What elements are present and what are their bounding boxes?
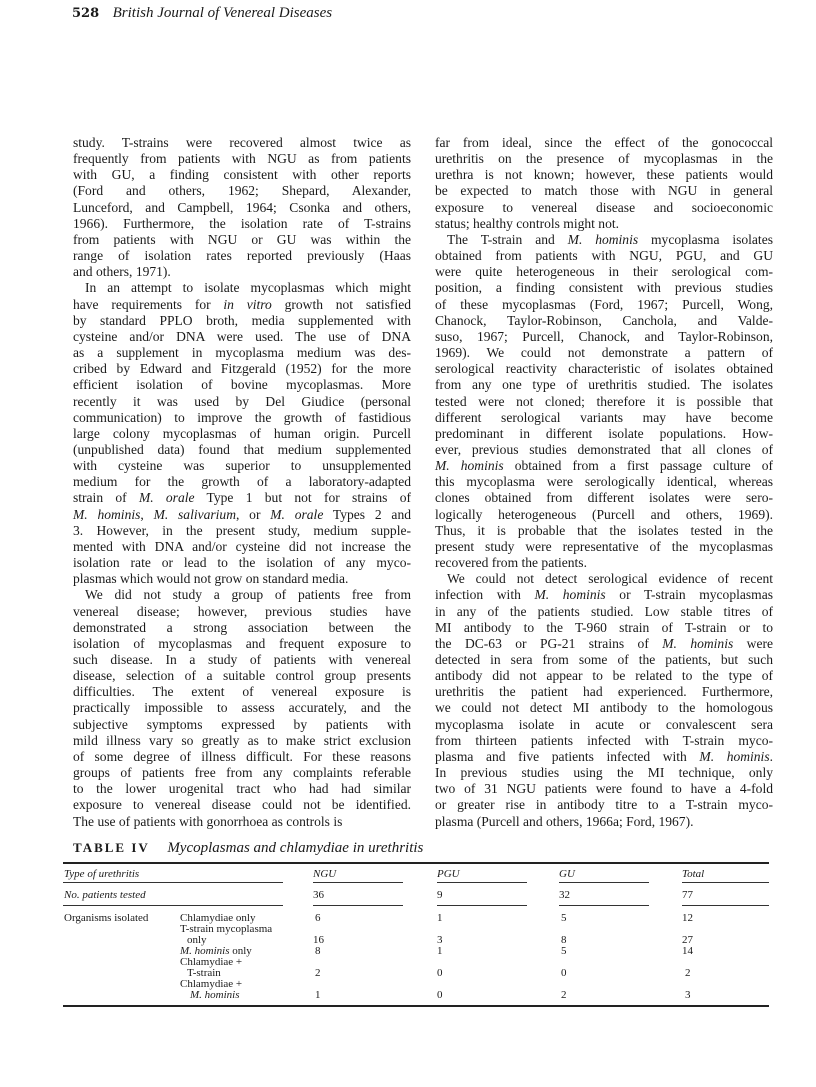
table-caption — [73, 840, 423, 857]
text-line: mild illness vary so greatly as to make strict exclusion — [73, 732, 411, 748]
table-top-rule — [63, 862, 769, 864]
text-line: logically heterogeneous (Purcell and others, 1969). — [435, 506, 773, 522]
text-line: communication) to improve the growth of fastidious — [73, 409, 411, 425]
text-line: In previous studies using the MI technique, only — [435, 765, 773, 781]
header-ngu: NGU — [313, 868, 337, 880]
text-line: far from ideal, since the effect of the gonococcal — [435, 135, 773, 150]
right-column — [435, 135, 773, 830]
text-line: plasma (Purcell and others, 1966a; Ford, 1967). — [435, 813, 694, 829]
text-line: infection with M. hominis or T-strain mycoplasmas — [435, 587, 773, 603]
row-pgu: 1 — [437, 945, 443, 957]
header-gu: GU — [559, 868, 575, 880]
table-title: Mycoplasmas and chlamydiae in urethritis — [167, 840, 424, 856]
text-line: obtained from patients with NGU, PGU, and GU — [435, 248, 773, 264]
row-gu: 8 — [561, 934, 567, 946]
row-ngu: 1 — [315, 989, 321, 1001]
text-line: of some degree of illness difficult. For these reasons — [73, 748, 411, 764]
text-line: we could not detect MI antibody to the homologous — [435, 700, 773, 716]
text-line: efficient isolation of bovine mycoplasmas. More — [73, 377, 411, 393]
text-line: cysteine and/or DNA were used. The use of DNA — [73, 328, 411, 344]
text-line: the DC-63 or PG-21 strains of M. hominis were — [435, 635, 773, 651]
text-line: The T-strain and M. hominis mycoplasma isolates — [447, 231, 773, 247]
table-label: TABLE IV — [73, 840, 150, 855]
header-pgu: PGU — [437, 868, 460, 880]
text-line: recovered from the patients. — [435, 555, 587, 571]
row-total: 2 — [685, 967, 691, 979]
text-line: Chanock, Taylor-Robinson, Canchola, and Valde- — [435, 312, 773, 328]
row-label-suffix: only — [229, 945, 252, 957]
text-line: mented with DNA and/or cysteine did not increase the — [73, 538, 411, 554]
patients-gu: 32 — [559, 889, 570, 901]
text-line: isolation rate or lead to the isolation of any myco- — [73, 555, 411, 571]
row-gu: 5 — [561, 945, 567, 957]
text-line: venereal disease; however, previous studies have — [73, 603, 411, 619]
row-pgu: 3 — [437, 934, 443, 946]
row-total: 3 — [685, 989, 691, 1001]
row-label: Chlamydiae + — [180, 978, 243, 990]
text-line: practically impossible to assess accurately, and the — [73, 700, 411, 716]
text-line: Lunceford, and Campbell, 1964; Csonka and others, — [73, 199, 411, 215]
text-line: M. hominis obtained from a first passage culture of — [435, 458, 774, 474]
text-line: We did not study a group of patients free from — [85, 587, 411, 603]
text-line: In an attempt to isolate mycoplasmas which might — [85, 280, 411, 296]
text-line: cribed by Edward and Fitzgerald (1952) for the more — [73, 361, 411, 377]
patients-pgu: 9 — [437, 889, 443, 901]
patients-total: 77 — [682, 889, 693, 901]
text-line: be expected to match those with NGU in general — [435, 183, 773, 199]
text-line: status; healthy controls might not. — [435, 215, 619, 231]
text-line: from any one type of urethritis studied. The isolates — [435, 377, 773, 393]
text-line: as a supplement in mycoplasma medium was des- — [73, 345, 411, 361]
left-column — [73, 135, 411, 830]
running-head — [72, 5, 332, 22]
row-gu: 0 — [561, 967, 567, 979]
text-line: from patients with NGU or GU was within the — [73, 231, 411, 247]
text-line: 1966). Furthermore, the isolation rate of T-strains — [73, 215, 411, 231]
text-line: plasma and five patients infected with M. hominis. — [435, 748, 773, 764]
text-line: position, a finding consistent with previous studies — [435, 280, 773, 296]
text-line: urethritis the patient had experienced. Furthermore, — [435, 684, 773, 700]
text-line: of these mycoplasmas (Ford, 1967; Purcell, Wong, — [435, 296, 773, 312]
row-gu: 5 — [561, 912, 567, 924]
page-number: 528 — [72, 6, 100, 21]
text-line: difficulties. The extent of venereal exposure is — [73, 684, 411, 700]
text-line: ever, previous studies demonstrated that all clones of — [435, 441, 773, 457]
text-line: detected in sera from some of the patients, but such — [435, 652, 773, 667]
text-line: M. hominis, M. salivarium, or M. orale Types 2 and — [73, 506, 411, 522]
text-line: different serological variants may have become — [435, 409, 773, 425]
text-line: suso, 1967; Purcell, Chanock, and Taylor-Robinson, — [435, 328, 773, 344]
text-line: range of isolation rates reported previously (Haas — [73, 248, 411, 264]
row-total: 14 — [682, 945, 693, 957]
text-line: such disease. In a study of patients with venereal — [73, 652, 411, 667]
text-line: The use of patients with gonorrhoea as controls is — [73, 813, 343, 829]
text-line: and others, 1971). — [73, 264, 171, 280]
text-line: by standard PPLO broth, media supplemented with — [73, 312, 411, 328]
row-label-cont: M. hominis — [190, 989, 240, 1001]
row-ngu: 16 — [313, 934, 324, 946]
row-label: T-strain mycoplasma — [180, 923, 273, 935]
text-line: to the lower urogenital tract who had had similar — [73, 781, 411, 797]
header-total: Total — [682, 868, 705, 880]
row-label-cont: T-strain — [187, 967, 221, 979]
text-line: serological reactivity characteristic of isolates obtained — [435, 361, 773, 377]
text-line: tested were not cloned; therefore it is possible that — [435, 393, 773, 409]
text-line: were quite heterogeneous in their serological com- — [435, 264, 773, 280]
text-line: 3. However, in the present study, medium supple- — [73, 522, 411, 538]
row-pgu: 0 — [437, 967, 443, 979]
row-pgu: 1 — [437, 912, 443, 924]
text-line: medium for the growth of a laboratory-adapted — [73, 474, 411, 490]
text-line: plasmas which would not grow on standard media. — [73, 571, 349, 587]
text-line: We could not detect serological evidence of recent — [447, 571, 773, 587]
text-line: 1969). We could not demonstrate a pattern of — [435, 345, 773, 361]
text-line: groups of patients free from any complaints referable — [73, 765, 411, 781]
text-line: with cysteine was superior to unsupplemented — [73, 458, 411, 474]
text-line: urethritis on the presence of mycoplasmas in the — [435, 151, 773, 167]
text-line: or greater rise in antibody titre to a T-strain myco- — [435, 797, 773, 813]
text-line: antibody did not appear to be related to the type of — [435, 668, 773, 684]
text-line: exposure to venereal disease could not be identified. — [73, 797, 411, 813]
text-line: Thus, it is probable that the isolates tested in the — [435, 522, 773, 538]
text-line: predominant in different isolate populations. How- — [435, 425, 773, 441]
row-pgu: 0 — [437, 989, 443, 1001]
text-line: present study were representative of the mycoplasmas — [435, 538, 773, 554]
row-ngu: 6 — [315, 912, 321, 924]
text-line: in any of the patients studied. Low stable titres of — [435, 603, 773, 619]
text-line: exposure to venereal disease and socioeconomic — [435, 199, 773, 215]
text-line: frequently from patients with NGU as from patients — [73, 151, 411, 167]
journal-title: British Journal of Venereal Diseases — [112, 5, 333, 21]
row-label: Chlamydiae only — [180, 912, 256, 924]
text-line: strain of M. orale Type 1 but not for strains of — [73, 490, 411, 506]
text-line: disease, selection of a suitable control group presents — [73, 668, 411, 684]
text-line: urethra is not known; however, these patients would — [435, 167, 773, 183]
text-line: (unpublished data) found that medium supplemented — [73, 441, 411, 457]
text-line: MI antibody to the T-960 strain of T-strain or to — [435, 619, 773, 635]
patients-tested-label: No. patients tested — [64, 889, 146, 901]
row-ngu: 8 — [315, 945, 321, 957]
text-line: study. T-strains were recovered almost twice as — [73, 135, 411, 150]
table-bottom-rule — [63, 1005, 769, 1007]
text-line: recently it was used by Del Giudice (personal — [73, 393, 411, 409]
text-line: demonstrated a strong association between the — [73, 619, 411, 635]
patients-ngu: 36 — [313, 889, 324, 901]
text-line: two of 31 NGU patients were found to have a 4-fold — [435, 781, 773, 797]
text-line: with GU, a finding consistent with other reports — [73, 167, 411, 183]
row-total: 12 — [682, 912, 693, 924]
text-line: (Ford and others, 1962; Shepard, Alexander, — [73, 183, 411, 199]
row-gu: 2 — [561, 989, 567, 1001]
row-label-cont: only — [187, 934, 207, 946]
text-line: isolation of mycoplasmas and frequent exposure to — [73, 635, 411, 651]
row-label: Chlamydiae + — [180, 956, 243, 968]
text-line: large colony mycoplasmas of human origin. Purcell — [73, 425, 411, 441]
organisms-isolated-label: Organisms isolated — [64, 912, 149, 924]
row-total: 27 — [682, 934, 693, 946]
text-line: subjective symptoms expressed by patients with — [73, 716, 411, 732]
text-line: mycoplasma isolate in acute or convalescent sera — [435, 716, 773, 732]
text-line: this mycoplasma were serologically identical, whereas — [435, 474, 773, 490]
header-type-of-urethritis: Type of urethritis — [64, 868, 140, 880]
text-line: have requirements for in vitro growth not satisfied — [73, 296, 411, 312]
row-ngu: 2 — [315, 967, 321, 979]
text-line: from thirteen patients infected with T-strain myco- — [435, 732, 773, 748]
text-line: clones obtained from different isolates were sero- — [435, 490, 773, 506]
organism-name: M. hominis — [180, 945, 230, 957]
